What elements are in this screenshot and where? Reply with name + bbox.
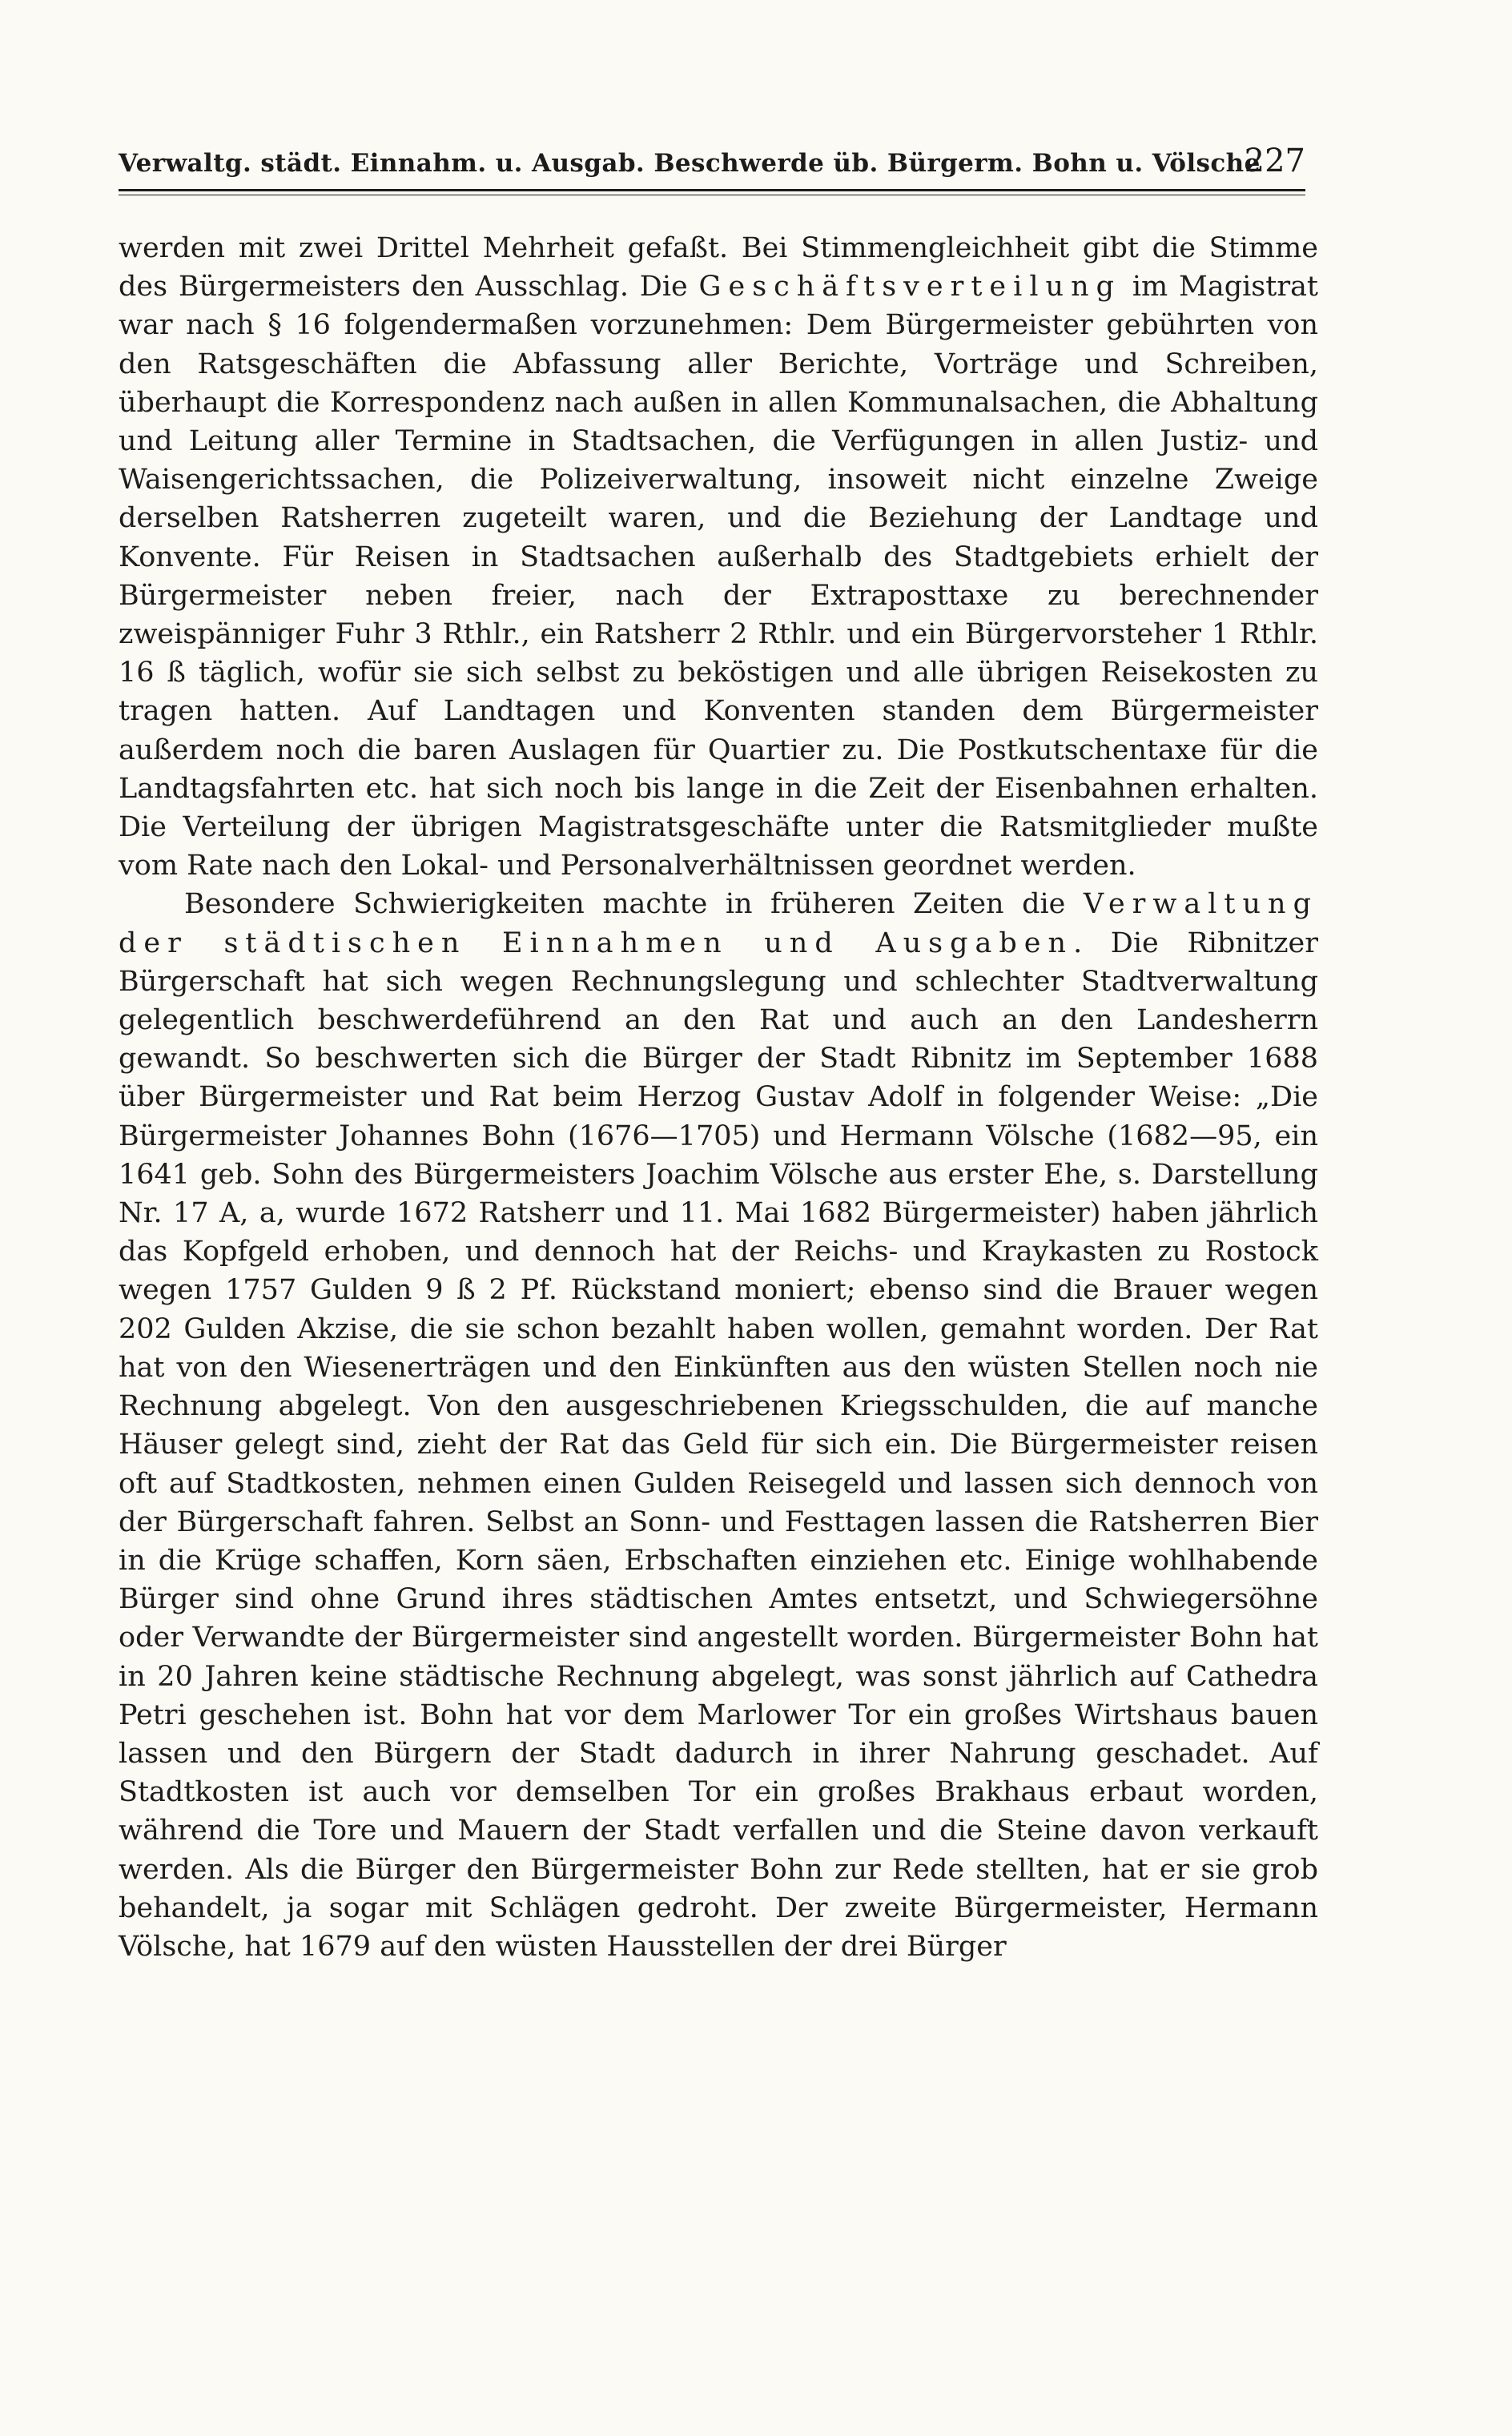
body-text: [119, 229, 1318, 1966]
emphasized-term: Verwaltung der städtischen Einnahmen und Ausgaben: [119, 888, 1318, 959]
paragraph: [119, 229, 1318, 885]
header-rule: [119, 189, 1305, 191]
emphasized-term: Geschäftsverteilung: [698, 271, 1122, 303]
paragraph-text: werden mit zwei Drittel Mehrheit gefaßt. Bei Stimmengleichheit gibt die Stimme des Bürgermeisters den Ausschlag. Die: [119, 232, 1318, 303]
paragraph-text: Besondere Schwierigkeiten machte in früheren Zeiten die: [184, 888, 1084, 921]
paragraph: [119, 885, 1318, 1966]
running-header: [119, 143, 1305, 189]
paragraph-text: im Magistrat war nach § 16 folgendermaßen vorzunehmen: Dem Bürgermeister gebührten von den Ratsgeschäften die Abfassung aller Berichte, Vorträge und Schreiben, überhaupt die Korrespondenz nach außen in allen Kommunalsachen, die Abhaltung und Leitung aller Termine in Stadtsachen, die Verfügungen in allen Justiz- und Waisengerichtssachen, die Polizeiverwaltung, insoweit nicht einzelne Zweige derselben Ratsherren zugeteilt waren, und die Beziehung der Landtage und Konvente. Für Reisen in Stadtsachen außerhalb des Stadtgebiets erhielt der Bürgermeister neben freier, nach der Extraposttaxe zu berechnender zweispänniger Fuhr 3 Rthlr., ein Ratsherr 2 Rthlr. und ein Bürgervorsteher 1 Rthlr. 16 ß täglich, wofür sie sich selbst zu beköstigen und alle übrigen Reisekosten zu tragen hatten. Auf Landtagen und Konventen standen dem Bürgermeister außerdem noch die baren Auslagen für Quartier zu. Die Postkutschentaxe für die Landtagsfahrten etc. hat sich noch bis lange in die Zeit der Eisenbahnen erhalten. Die Verteilung der übrigen Magistratsgeschäfte unter die Ratsmitglieder mußte vom Rate nach den Lokal- und Personalverhältnissen geordnet werden.: [119, 271, 1318, 882]
running-header-title: Verwaltg. städt. Einnahm. u. Ausgab. Beschwerde üb. Bürgerm. Bohn u. Völsche: [119, 149, 1261, 178]
page-number: 227: [1244, 143, 1305, 179]
paragraph-text: . Die Ribnitzer Bürgerschaft hat sich wegen Rechnungslegung und schlechter Stadtverwaltung gelegentlich beschwerdeführend an den Rat und auch an den Landesherrn gewandt. So beschwerten sich die Bürger der Stadt Ribnitz im September 1688 über Bürgermeister und Rat beim Herzog Gustav Adolf in folgender Weise: „Die Bürgermeister Johannes Bohn (1676—1705) und Hermann Völsche (1682—95, ein 1641 geb. Sohn des Bürgermeisters Joachim Völsche aus erster Ehe, s. Darstellung Nr. 17 A, a, wurde 1672 Ratsherr und 11. Mai 1682 Bürgermeister) haben jährlich das Kopfgeld erhoben, und dennoch hat der Reichs- und Kraykasten zu Rostock wegen 1757 Gulden 9 ß 2 Pf. Rückstand moniert; ebenso sind die Brauer wegen 202 Gulden Akzise, die sie schon bezahlt haben wollen, gemahnt worden. Der Rat hat von den Wiesenerträgen und den Einkünften aus den wüsten Stellen noch nie Rechnung abgelegt. Von den ausgeschriebenen Kriegsschulden, die auf manche Häuser gelegt sind, zieht der Rat das Geld für sich ein. Die Bürgermeister reisen oft auf Stadtkosten, nehmen einen Gulden Reisegeld und lassen sich dennoch von der Bürgerschaft fahren. Selbst an Sonn- und Festtagen lassen die Ratsherren Bier in die Krüge schaffen, Korn säen, Erbschaften einziehen etc. Einige wohlhabende Bürger sind ohne Grund ihres städtischen Amtes entsetzt, und Schwiegersöhne oder Verwandte der Bürgermeister sind angestellt worden. Bürgermeister Bohn hat in 20 Jahren keine städtische Rechnung abgelegt, was sonst jährlich auf Cathedra Petri geschehen ist. Bohn hat vor dem Marlower Tor ein großes Wirtshaus bauen lassen und den Bürgern der Stadt dadurch in ihrer Nahrung geschadet. Auf Stadtkosten ist auch vor demselben Tor ein großes Brakhaus erbaut worden, während die Tore und Mauern der Stadt verfallen und die Steine davon verkauft werden. Als die Bürger den Bürgermeister Bohn zur Rede stellten, hat er sie grob behandelt, ja sogar mit Schlägen gedroht. Der zweite Bürgermeister, Hermann Völsche, hat 1679 auf den wüsten Hausstellen der drei Bürger: [119, 927, 1318, 1963]
